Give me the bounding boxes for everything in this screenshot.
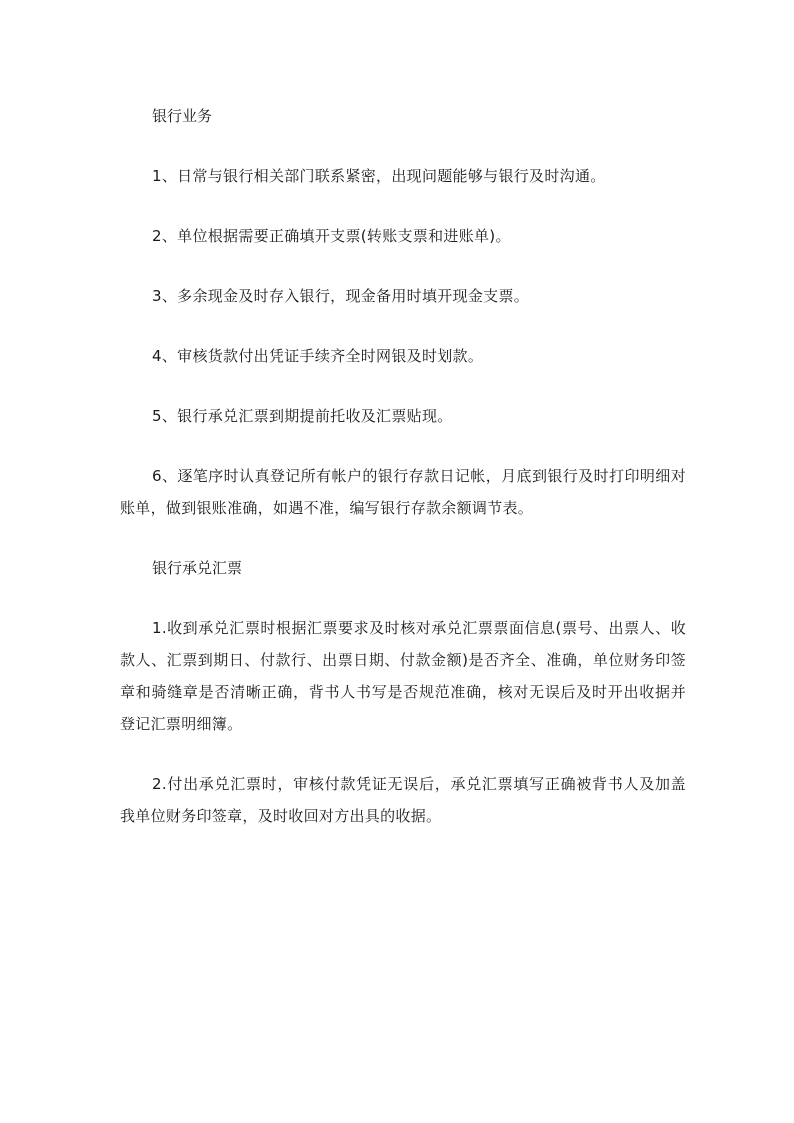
spacer [120,312,686,340]
acceptance-bill-item-1: 1.收到承兑汇票时根据汇票要求及时核对承兑汇票票面信息(票号、出票人、收款人、汇票到期日、付款行、出票日期、付款金额)是否齐全、准确，单位财务印签章和骑缝章是否清晰正确，背书人书写是否规范准确，核对无误后及时开出收据并登记汇票明细簿。 [120,619,686,733]
spacer [120,432,686,460]
section-heading-acceptance-bills: 银行承兑汇票 [152,559,243,577]
spacer [120,524,686,552]
banking-item-1: 1、日常与银行相关部门联系紧密，出现问题能够与银行及时沟通。 [152,167,606,185]
banking-item-2: 2、单位根据需要正确填开支票(转账支票和进账单)。 [152,227,511,245]
spacer [120,740,686,768]
spacer [120,372,686,400]
banking-item-6: 6、逐笔序时认真登记所有帐户的银行存款日记帐，月底到银行及时打印明细对账单，做到银账准确，如遇不准，编写银行存款余额调节表。 [120,467,686,517]
banking-item-5: 5、银行承兑汇票到期提前托收及汇票贴现。 [152,407,453,425]
document-body [120,100,686,832]
spacer [120,132,686,160]
banking-item-3: 3、多余现金及时存入银行，现金备用时填开现金支票。 [152,287,530,305]
section-heading-banking: 银行业务 [152,107,213,125]
spacer [120,584,686,612]
spacer [120,192,686,220]
banking-item-4: 4、审核货款付出凭证手续齐全时网银及时划款。 [152,347,484,365]
spacer [120,252,686,280]
acceptance-bill-item-2: 2.付出承兑汇票时，审核付款凭证无误后，承兑汇票填写正确被背书人及加盖我单位财务印签章，及时收回对方出具的收据。 [120,775,686,825]
